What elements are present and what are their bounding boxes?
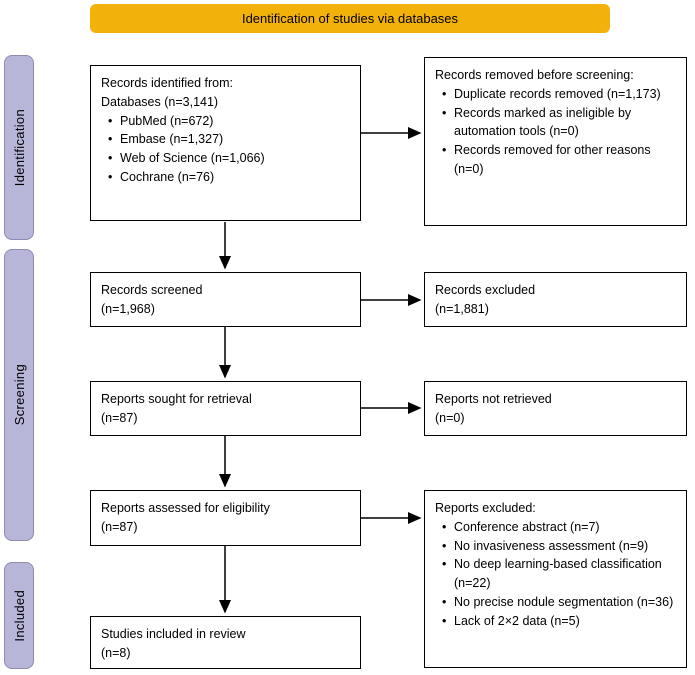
records-excluded-line2: (n=1,881): [435, 301, 489, 316]
studies-included-line1: Studies included in review: [101, 627, 246, 641]
list-item: • No invasiveness assessment (n=9): [441, 537, 676, 556]
reports-sought-box: [90, 381, 361, 436]
studies-included-line2: (n=8): [101, 645, 131, 660]
records-identified-list: [101, 112, 350, 187]
records-screened-line2: (n=1,968): [101, 301, 155, 316]
reports-assessed-line1: Reports assessed for eligibility: [101, 501, 270, 515]
stage-label-screening-text: Screening: [11, 364, 27, 426]
reports-excluded-list: [435, 518, 676, 631]
records-identified-box: [90, 65, 361, 221]
reports-assessed-line2: (n=87): [101, 519, 138, 534]
list-item: • No deep learning-based classification (n=22): [441, 555, 676, 593]
reports-not-retrieved-box: [424, 381, 687, 436]
list-item: • Records marked as ineligible by automation tools (n=0): [441, 104, 676, 142]
records-identified-title: Records identified from:: [101, 76, 234, 90]
reports-excluded-title: Reports excluded:: [435, 501, 536, 515]
banner-label: Identification of studies via databases: [241, 11, 459, 26]
reports-assessed-box: [90, 490, 361, 546]
list-item: • Lack of 2×2 data (n=5): [441, 612, 676, 631]
list-item: • Records removed for other reasons (n=0): [441, 141, 676, 179]
stage-label-included-text: Included: [11, 589, 27, 642]
records-removed-list: [435, 85, 676, 179]
records-identified-subtitle: Databases (n=3,141): [101, 94, 219, 109]
records-excluded-line1: Records excluded: [435, 283, 536, 297]
records-removed-title: Records removed before screening:: [435, 68, 634, 82]
reports-sought-line2: (n=87): [101, 410, 138, 425]
records-excluded-box: [424, 272, 687, 327]
stage-label-included: [4, 562, 34, 669]
list-item: • PubMed (n=672): [107, 112, 350, 131]
reports-excluded-box: [424, 490, 687, 668]
reports-not-retrieved-line2: (n=0): [435, 410, 465, 425]
studies-included-box: [90, 616, 361, 669]
records-screened-line1: Records screened: [101, 283, 203, 297]
stage-label-identification: [4, 55, 34, 240]
reports-sought-line1: Reports sought for retrieval: [101, 392, 252, 406]
list-item: • Embase (n=1,327): [107, 130, 350, 149]
list-item: • Duplicate records removed (n=1,173): [441, 85, 676, 104]
list-item: • Web of Science (n=1,066): [107, 149, 350, 168]
records-screened-box: [90, 272, 361, 327]
banner: [90, 4, 610, 33]
stage-label-identification-text: Identification: [11, 108, 27, 187]
reports-not-retrieved-line1: Reports not retrieved: [435, 392, 552, 406]
list-item: • No precise nodule segmentation (n=36): [441, 593, 676, 612]
stage-label-screening: [4, 249, 34, 541]
list-item: • Conference abstract (n=7): [441, 518, 676, 537]
records-removed-box: [424, 57, 687, 226]
list-item: • Cochrane (n=76): [107, 168, 350, 187]
